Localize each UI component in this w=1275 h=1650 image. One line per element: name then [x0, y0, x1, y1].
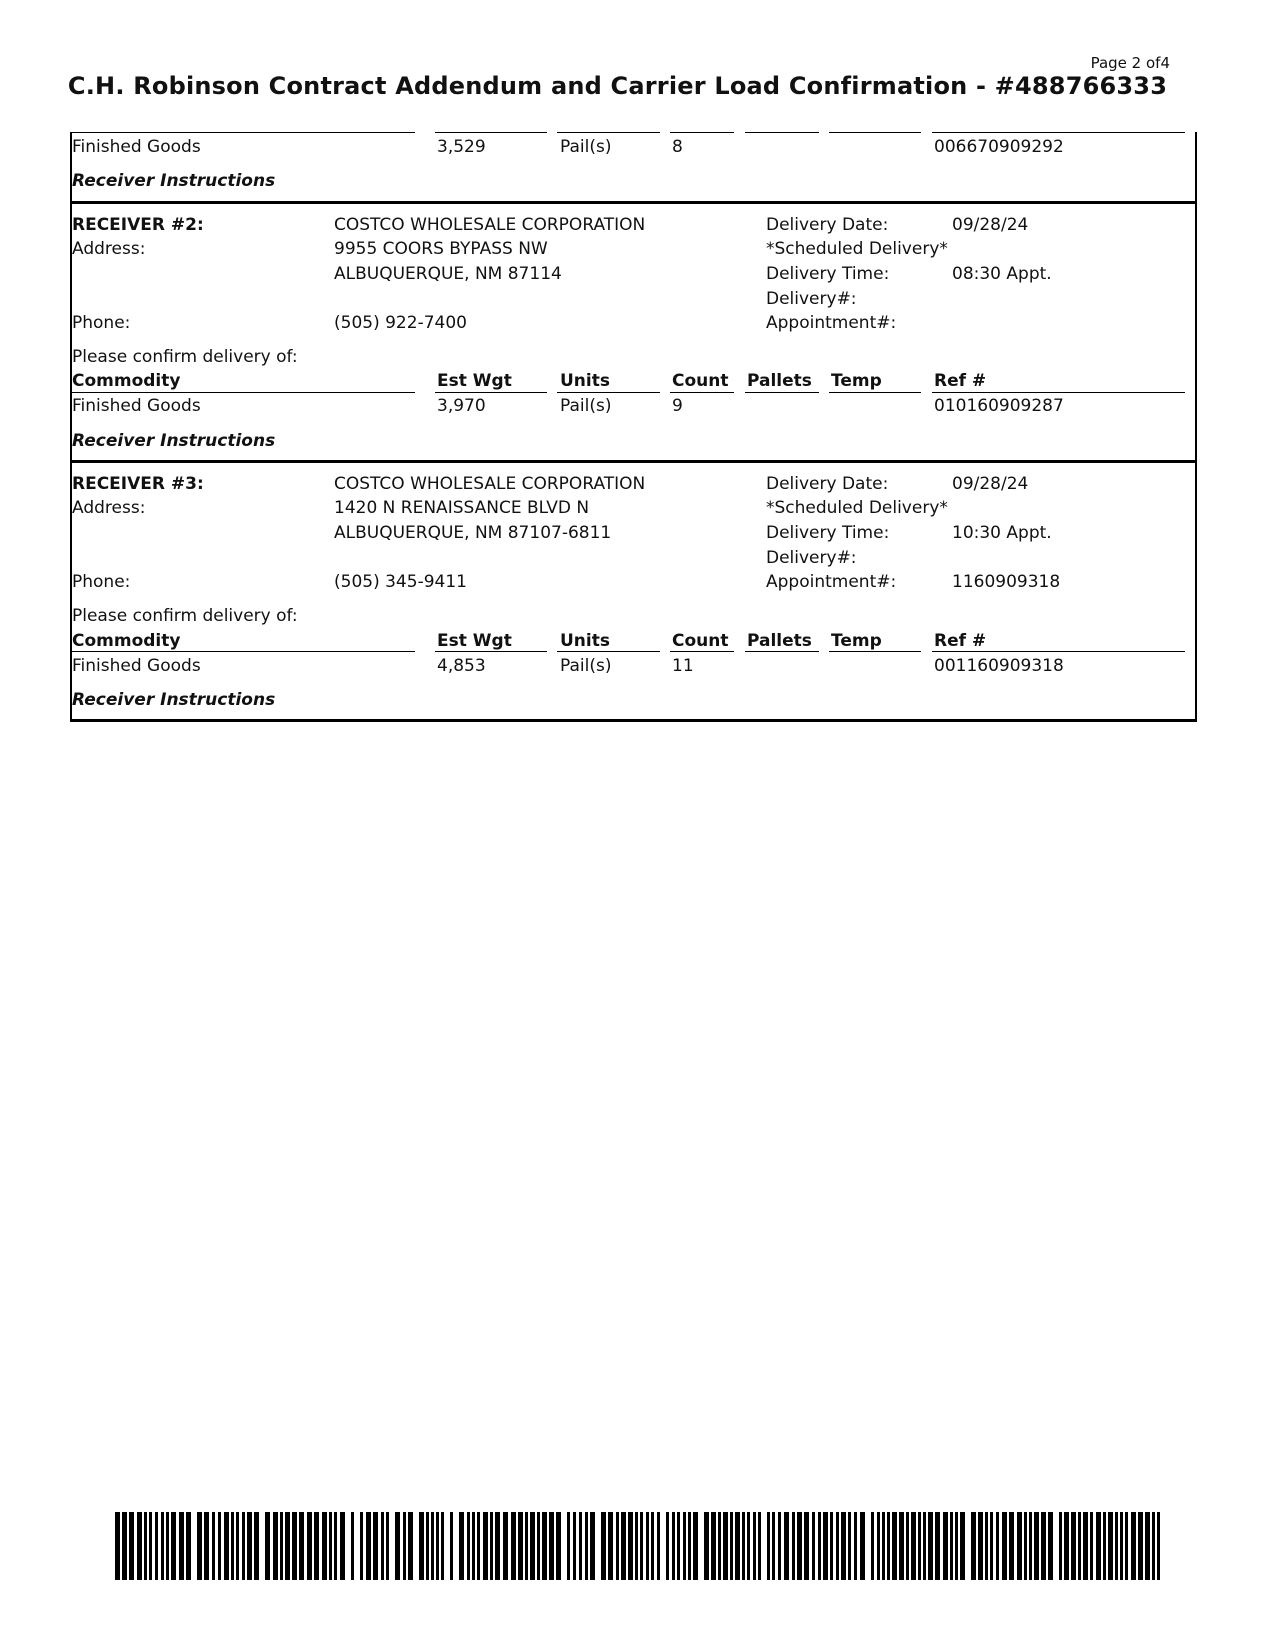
barcode-bar	[990, 1512, 993, 1580]
barcode-bar	[723, 1512, 728, 1580]
col-underline	[932, 392, 1185, 393]
delivery-number-label: Delivery#:	[766, 548, 857, 568]
barcode-bar	[273, 1512, 278, 1580]
header-est-wgt: Est Wgt	[437, 371, 512, 391]
col-underline	[670, 651, 734, 652]
col-underline	[829, 132, 921, 133]
appointment-label: Appointment#:	[766, 572, 897, 592]
phone-number: (505) 922-7400	[334, 313, 467, 333]
barcode-bar	[747, 1512, 750, 1580]
barcode-bar	[797, 1512, 802, 1580]
col-underline	[745, 651, 819, 652]
units-cell: Pail(s)	[560, 656, 612, 676]
barcode-bar	[1029, 1512, 1032, 1580]
col-underline	[745, 132, 819, 133]
barcode-bar	[292, 1512, 297, 1580]
barcode-bar	[657, 1512, 660, 1580]
barcode-bar	[1120, 1512, 1123, 1580]
delivery-date: 09/28/24	[952, 474, 1029, 494]
barcode-bar	[1059, 1512, 1062, 1580]
barcode-bar	[137, 1512, 142, 1580]
barcode-bar	[892, 1512, 897, 1580]
confirm-delivery-label: Please confirm delivery of:	[72, 606, 298, 626]
barcode-bar	[1108, 1512, 1113, 1580]
barcode-bar	[955, 1512, 958, 1580]
barcode-bar	[231, 1512, 234, 1580]
commodity-cell: Finished Goods	[72, 656, 201, 676]
col-underline	[557, 651, 660, 652]
phone-label: Phone:	[72, 313, 131, 333]
delivery-date-label: Delivery Date:	[766, 474, 889, 494]
barcode-bar	[899, 1512, 904, 1580]
barcode-bar	[472, 1512, 475, 1580]
phone-label: Phone:	[72, 572, 131, 592]
barcode-bar	[950, 1512, 953, 1580]
barcode-bar	[985, 1512, 988, 1580]
barcode-bar	[601, 1512, 606, 1580]
barcode-bar	[860, 1512, 865, 1580]
barcode-bar	[477, 1512, 480, 1580]
barcode-bar	[1096, 1512, 1101, 1580]
delivery-time: 08:30 Appt.	[952, 264, 1052, 284]
barcode-bar	[408, 1512, 413, 1580]
barcode-bar	[871, 1512, 874, 1580]
barcode-bar	[579, 1512, 582, 1580]
ref-cell: 001160909318	[934, 656, 1064, 676]
receiver-name: COSTCO WHOLESALE CORPORATION	[334, 474, 646, 494]
barcode	[115, 1512, 1165, 1580]
barcode-bar	[608, 1512, 613, 1580]
barcode-bar	[386, 1512, 389, 1580]
barcode-bar	[441, 1512, 444, 1580]
delivery-date-label: Delivery Date:	[766, 215, 889, 235]
header-temp: Temp	[831, 631, 882, 651]
barcode-bar	[166, 1512, 169, 1580]
barcode-bar	[1064, 1512, 1069, 1580]
receiver-instructions-label: Receiver Instructions	[72, 171, 276, 191]
barcode-bar	[742, 1512, 745, 1580]
delivery-date: 09/28/24	[952, 215, 1029, 235]
barcode-bar	[483, 1512, 488, 1580]
barcode-bar	[666, 1512, 669, 1580]
receiver-label: RECEIVER #3:	[72, 474, 204, 494]
header-units: Units	[560, 631, 610, 651]
col-underline	[435, 651, 547, 652]
barcode-bar	[616, 1512, 619, 1580]
barcode-bar	[804, 1512, 809, 1580]
col-underline	[70, 651, 415, 652]
col-underline	[932, 651, 1185, 652]
barcode-bar	[518, 1512, 523, 1580]
barcode-bar	[640, 1512, 643, 1580]
barcode-bar	[329, 1512, 332, 1580]
receiver-instructions-label: Receiver Instructions	[72, 690, 276, 710]
barcode-bar	[877, 1512, 880, 1580]
appointment-number: 1160909318	[952, 572, 1061, 592]
barcode-bar	[935, 1512, 940, 1580]
barcode-bar	[943, 1512, 948, 1580]
commodity-cell: Finished Goods	[72, 396, 201, 416]
barcode-bar	[149, 1512, 152, 1580]
barcode-bar	[718, 1512, 721, 1580]
barcode-bar	[419, 1512, 424, 1580]
header-commodity: Commodity	[72, 371, 181, 391]
barcode-bar	[431, 1512, 434, 1580]
barcode-bar	[1115, 1512, 1118, 1580]
count-cell: 8	[672, 137, 683, 157]
barcode-bar	[688, 1512, 691, 1580]
barcode-bar	[155, 1512, 158, 1580]
barcode-bar	[792, 1512, 795, 1580]
commodity-cell: Finished Goods	[72, 137, 201, 157]
col-underline	[829, 651, 921, 652]
barcode-bar	[978, 1512, 983, 1580]
barcode-bar	[280, 1512, 283, 1580]
delivery-number-label: Delivery#:	[766, 289, 857, 309]
page-number: Page 2 of4	[1090, 54, 1170, 72]
barcode-bar	[628, 1512, 633, 1580]
scheduled-delivery: *Scheduled Delivery*	[766, 498, 948, 518]
address-label: Address:	[72, 239, 146, 259]
barcode-bar	[1145, 1512, 1150, 1580]
barcode-bar	[186, 1512, 191, 1580]
barcode-bar	[887, 1512, 890, 1580]
barcode-bar	[511, 1512, 516, 1580]
barcode-bar	[830, 1512, 833, 1580]
est-wgt-cell: 3,529	[437, 137, 486, 157]
barcode-bar	[918, 1512, 921, 1580]
barcode-bar	[1131, 1512, 1136, 1580]
barcode-bar	[778, 1512, 781, 1580]
barcode-bar	[197, 1512, 202, 1580]
barcode-bar	[906, 1512, 909, 1580]
barcode-bar	[171, 1512, 176, 1580]
barcode-bar	[218, 1512, 221, 1580]
col-underline	[70, 132, 415, 133]
count-cell: 11	[672, 656, 694, 676]
barcode-bar	[360, 1512, 363, 1580]
address-line-1: 1420 N RENAISSANCE BLVD N	[334, 498, 590, 518]
barcode-bar	[730, 1512, 733, 1580]
barcode-bar	[1048, 1512, 1053, 1580]
barcode-bar	[144, 1512, 147, 1580]
col-underline	[670, 392, 734, 393]
phone-number: (505) 345-9411	[334, 572, 467, 592]
barcode-bar	[1002, 1512, 1007, 1580]
section-divider	[70, 460, 1197, 463]
barcode-bar	[758, 1512, 761, 1580]
delivery-time-label: Delivery Time:	[766, 264, 890, 284]
barcode-bar	[1125, 1512, 1128, 1580]
header-pallets: Pallets	[747, 631, 812, 651]
barcode-bar	[129, 1512, 134, 1580]
barcode-bar	[556, 1512, 561, 1580]
barcode-bar	[530, 1512, 535, 1580]
header-count: Count	[672, 371, 729, 391]
header-ref: Ref #	[934, 631, 987, 651]
barcode-bar	[704, 1512, 709, 1580]
barcode-bar	[436, 1512, 439, 1580]
header-commodity: Commodity	[72, 631, 181, 651]
delivery-time: 10:30 Appt.	[952, 523, 1052, 543]
barcode-bar	[812, 1512, 815, 1580]
col-underline	[932, 132, 1185, 133]
address-line-1: 9955 COORS BYPASS NW	[334, 239, 548, 259]
barcode-bar	[525, 1512, 528, 1580]
receiver-name: COSTCO WHOLESALE CORPORATION	[334, 215, 646, 235]
barcode-bar	[735, 1512, 740, 1580]
header-count: Count	[672, 631, 729, 651]
barcode-bar	[1157, 1512, 1160, 1580]
barcode-bar	[854, 1512, 857, 1580]
barcode-bar	[459, 1512, 464, 1580]
barcode-bar	[299, 1512, 304, 1580]
barcode-bar	[823, 1512, 828, 1580]
count-cell: 9	[672, 396, 683, 416]
barcode-bar	[490, 1512, 493, 1580]
barcode-bar	[1024, 1512, 1027, 1580]
barcode-bar	[836, 1512, 839, 1580]
barcode-bar	[450, 1512, 453, 1580]
barcode-bar	[403, 1512, 406, 1580]
barcode-bar	[307, 1512, 312, 1580]
barcode-bar	[340, 1512, 345, 1580]
barcode-bar	[224, 1512, 229, 1580]
col-underline	[557, 392, 660, 393]
barcode-bar	[242, 1512, 245, 1580]
barcode-bar	[395, 1512, 400, 1580]
barcode-bar	[1009, 1512, 1014, 1580]
document-title: C.H. Robinson Contract Addendum and Carrier Load Confirmation - #488766333	[67, 72, 1168, 100]
barcode-bar	[537, 1512, 540, 1580]
barcode-bar	[314, 1512, 319, 1580]
barcode-bar	[711, 1512, 716, 1580]
barcode-bar	[381, 1512, 384, 1580]
barcode-bar	[567, 1512, 570, 1580]
barcode-bar	[646, 1512, 649, 1580]
barcode-bar	[651, 1512, 654, 1580]
header-ref: Ref #	[934, 371, 987, 391]
barcode-bar	[549, 1512, 554, 1580]
receiver-label: RECEIVER #2:	[72, 215, 204, 235]
barcode-bar	[122, 1512, 127, 1580]
barcode-bar	[254, 1512, 259, 1580]
ref-cell: 010160909287	[934, 396, 1064, 416]
barcode-bar	[841, 1512, 846, 1580]
appointment-label: Appointment#:	[766, 313, 897, 333]
barcode-bar	[585, 1512, 588, 1580]
col-underline	[435, 132, 547, 133]
barcode-bar	[265, 1512, 270, 1580]
barcode-bar	[784, 1512, 789, 1580]
barcode-bar	[1078, 1512, 1081, 1580]
col-underline	[829, 392, 921, 393]
col-underline	[557, 132, 660, 133]
units-cell: Pail(s)	[560, 396, 612, 416]
header-pallets: Pallets	[747, 371, 812, 391]
est-wgt-cell: 4,853	[437, 656, 486, 676]
barcode-bar	[960, 1512, 965, 1580]
col-underline	[670, 132, 734, 133]
scheduled-delivery: *Scheduled Delivery*	[766, 239, 948, 259]
barcode-bar	[212, 1512, 215, 1580]
header-temp: Temp	[831, 371, 882, 391]
barcode-bar	[848, 1512, 851, 1580]
barcode-bar	[426, 1512, 429, 1580]
units-cell: Pail(s)	[560, 137, 612, 157]
barcode-bar	[236, 1512, 239, 1580]
header-est-wgt: Est Wgt	[437, 631, 512, 651]
ref-cell: 006670909292	[934, 137, 1064, 157]
barcode-bar	[542, 1512, 547, 1580]
barcode-bar	[1071, 1512, 1076, 1580]
address-label: Address:	[72, 498, 146, 518]
barcode-bar	[1152, 1512, 1155, 1580]
barcode-bar	[351, 1512, 354, 1580]
col-underline	[435, 392, 547, 393]
barcode-bar	[503, 1512, 508, 1580]
receiver-instructions-label: Receiver Instructions	[72, 431, 276, 451]
delivery-time-label: Delivery Time:	[766, 523, 890, 543]
barcode-bar	[753, 1512, 756, 1580]
barcode-bar	[1090, 1512, 1093, 1580]
barcode-bar	[635, 1512, 638, 1580]
barcode-bar	[495, 1512, 500, 1580]
barcode-bar	[1103, 1512, 1106, 1580]
barcode-bar	[322, 1512, 327, 1580]
barcode-bar	[818, 1512, 821, 1580]
est-wgt-cell: 3,970	[437, 396, 486, 416]
barcode-bar	[1083, 1512, 1088, 1580]
barcode-bar	[247, 1512, 252, 1580]
barcode-bar	[179, 1512, 184, 1580]
barcode-bar	[285, 1512, 290, 1580]
barcode-bar	[767, 1512, 770, 1580]
barcode-bar	[467, 1512, 470, 1580]
barcode-bar	[366, 1512, 371, 1580]
address-line-2: ALBUQUERQUE, NM 87107-6811	[334, 523, 612, 543]
barcode-bar	[672, 1512, 675, 1580]
barcode-bar	[911, 1512, 916, 1580]
barcode-bar	[1034, 1512, 1039, 1580]
barcode-bar	[971, 1512, 976, 1580]
barcode-bar	[573, 1512, 576, 1580]
barcode-bar	[1017, 1512, 1022, 1580]
barcode-bar	[677, 1512, 680, 1580]
barcode-bar	[115, 1512, 120, 1580]
barcode-bar	[161, 1512, 164, 1580]
address-line-2: ALBUQUERQUE, NM 87114	[334, 264, 562, 284]
header-units: Units	[560, 371, 610, 391]
barcode-bar	[928, 1512, 933, 1580]
barcode-bar	[996, 1512, 999, 1580]
barcode-bar	[772, 1512, 775, 1580]
barcode-bar	[1041, 1512, 1046, 1580]
barcode-bar	[1138, 1512, 1143, 1580]
barcode-bar	[693, 1512, 698, 1580]
confirm-delivery-label: Please confirm delivery of:	[72, 347, 298, 367]
barcode-bar	[882, 1512, 885, 1580]
barcode-bar	[590, 1512, 595, 1580]
barcode-bar	[373, 1512, 378, 1580]
barcode-bar	[923, 1512, 926, 1580]
barcode-bar	[204, 1512, 209, 1580]
barcode-bar	[683, 1512, 686, 1580]
barcode-bar	[334, 1512, 337, 1580]
barcode-bar	[621, 1512, 626, 1580]
col-underline	[745, 392, 819, 393]
col-underline	[70, 392, 415, 393]
section-divider	[70, 201, 1197, 204]
